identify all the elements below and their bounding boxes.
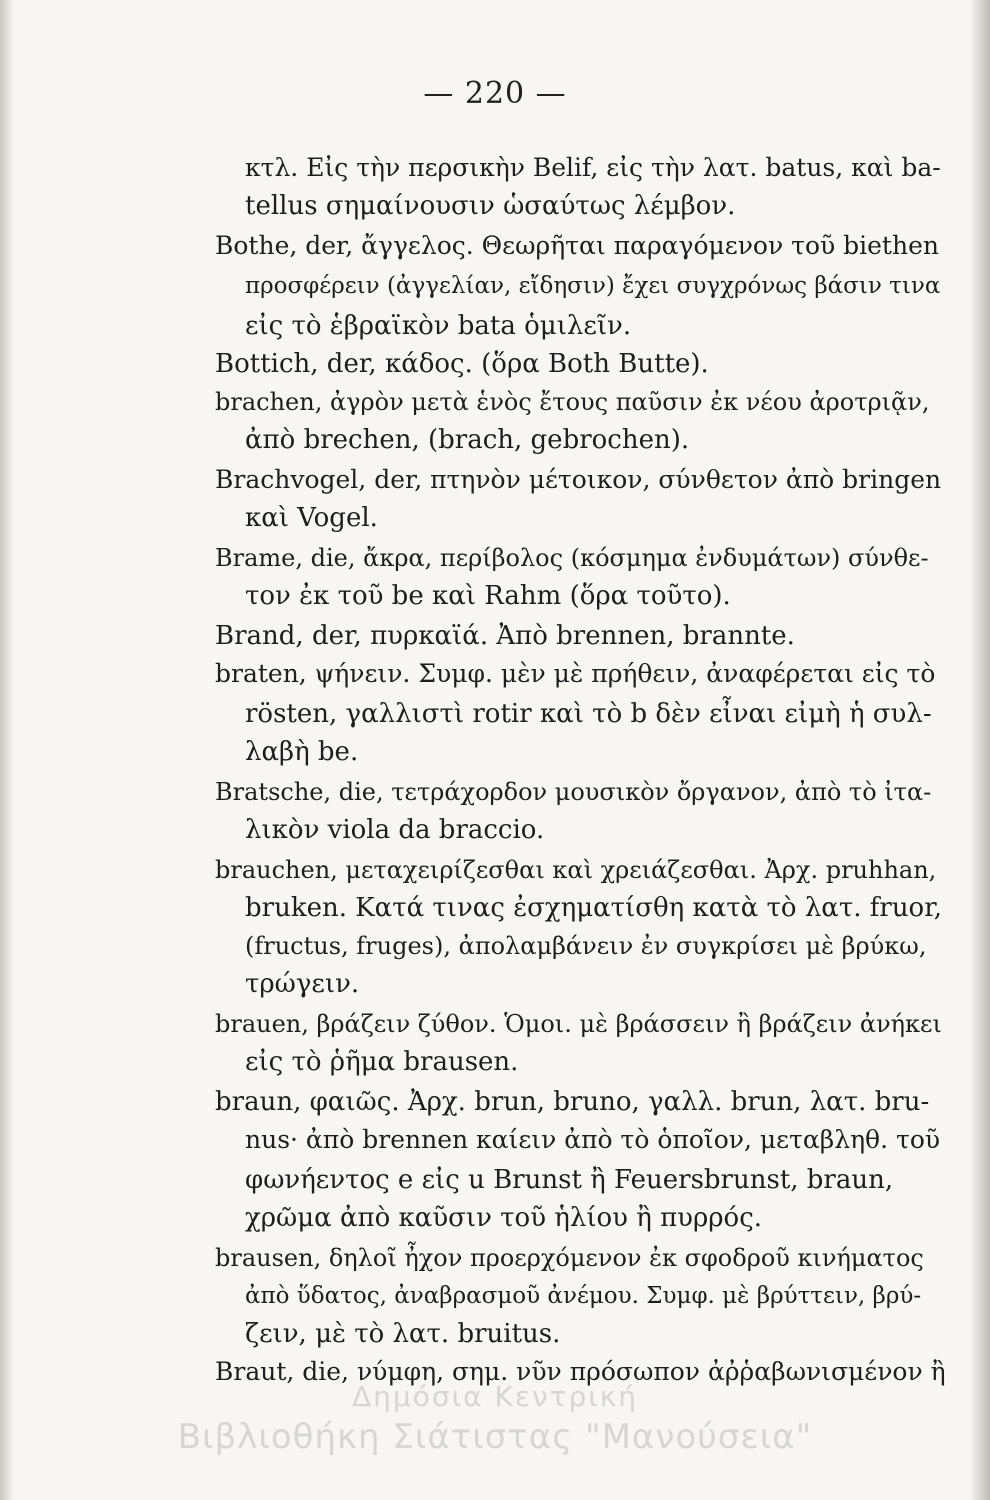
watermark-line-2: Βιβλιοθήκη Σιάτιστας "Μανούσεια" [177, 1417, 813, 1457]
text-line: brauen, βράζειν ζύθον. Ὁμοι. μὲ βράσσειν ἢ βράζειν ἀνήκει [215, 1010, 942, 1038]
text-line: nus· ἀπὸ brennen καίειν ἀπὸ τὸ ὁποῖον, μεταβληθ. τοῦ [245, 1125, 941, 1154]
page-number: — 220 — [423, 76, 567, 111]
text-line: braten, ψήνειν. Συμφ. μὲν μὲ πρήθειν, ἀναφέρεται εἰς τὸ [215, 659, 936, 688]
text-line: εἰς τὸ ῥῆμα brausen. [245, 1047, 519, 1077]
text-line: τρώγειν. [245, 969, 360, 999]
text-line: φωνήεντος e εἰς u Brunst ἢ Feuersbrunst, braun, [245, 1165, 894, 1195]
text-line: προσφέρειν (ἀγγελίαν, εἴδησιν) ἔχει συγχρόνως βάσιν τινα [245, 273, 941, 299]
text-line: tellus σημαίνουσιν ὡσαύτως λέμβον. [245, 191, 736, 221]
text-line: Braut, die, νύμφη, σημ. νῦν πρόσωπον ἀῤῥαβωνισμένον ἢ [215, 1357, 946, 1386]
text-line: Brand, der, πυρκαϊά. Ἀπὸ brennen, brannte. [215, 621, 795, 651]
text-line: κτλ. Εἰς τὴν περσικὴν Belif, εἰς τὴν λατ. batus, καὶ ba- [245, 153, 941, 182]
text-line: Bothe, der, ἄγγελος. Θεωρῆται παραγόμενον τοῦ biethen [215, 231, 939, 260]
text-line: bruken. Κατά τινας ἐσχηματίσθη κατὰ τὸ λατ. fruor, [245, 893, 943, 923]
text-line: Bottich, der, κάδος. (ὅρα Both Butte). [215, 349, 709, 379]
text-line: rösten, γαλλιστὶ rotir καὶ τὸ b δὲν εἶναι εἰμὴ ἡ συλ- [245, 699, 932, 729]
text-line: χρῶμα ἀπὸ καῦσιν τοῦ ἡλίου ἢ πυρρός. [245, 1203, 763, 1233]
library-watermark [0, 1380, 990, 1457]
text-line: brauchen, μεταχειρίζεσθαι καὶ χρειάζεσθαι. Ἀρχ. pruhhan, [215, 856, 937, 884]
text-line: brausen, δηλοῖ ἦχον προερχόμενον ἐκ σφοδροῦ κινήματος [215, 1244, 924, 1272]
text-line: καὶ Vogel. [245, 503, 378, 533]
text-line: λικὸν viola da braccio. [245, 815, 545, 845]
text-line: Brachvogel, der, πτηνὸν μέτοικον, σύνθετον ἀπὸ bringen [215, 465, 942, 494]
text-line: brachen, ἀγρὸν μετὰ ἑνὸς ἔτους παῦσιν ἐκ νέου ἀροτριᾷν, [215, 388, 930, 416]
text-line: braun, φαιῶς. Ἀρχ. brun, bruno, γαλλ. brun, λατ. bru- [215, 1087, 930, 1117]
text-line: (fructus, fruges), ἀπολαμβάνειν ἐν συγκρίσει μὲ βρύκω, [245, 932, 927, 960]
text-line: τον ἐκ τοῦ be καὶ Rahm (ὅρα τοῦτο). [245, 581, 731, 611]
text-line: Brame, die, ἄκρα, περίβολος (κόσμημα ἐνδυμάτων) σύνθε- [215, 544, 929, 572]
text-line: λαβὴ be. [245, 737, 359, 767]
watermark-line-1: Δημόσια Κεντρική [352, 1380, 638, 1413]
text-line: ζειν, μὲ τὸ λατ. bruitus. [245, 1319, 561, 1349]
text-line: εἰς τὸ ἑβραϊκὸν bata ὁμιλεῖν. [245, 311, 632, 341]
text-line: ἀπὸ brechen, (brach, gebrochen). [245, 425, 690, 455]
text-line: ἀπὸ ὕδατος, ἀναβρασμοῦ ἀνέμου. Συμφ. μὲ βρύττειν, βρύ- [245, 1283, 922, 1309]
text-line: Bratsche, die, τετράχορδον μουσικὸν ὄργανον, ἀπὸ τὸ ἰτα- [215, 778, 932, 806]
